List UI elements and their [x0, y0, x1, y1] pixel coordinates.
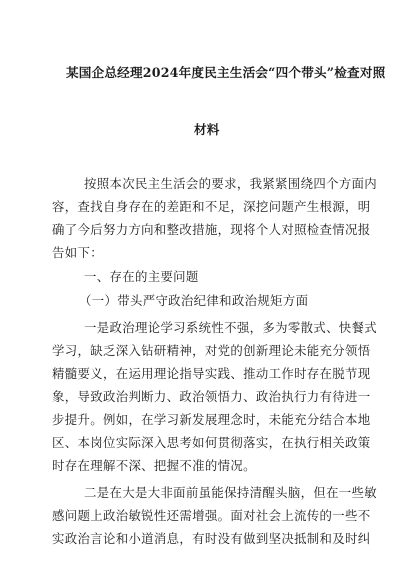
section-heading-main-problems: 一、存在的主要问题 [84, 269, 199, 284]
intro-paragraph-line-4: 告如下： [52, 245, 103, 260]
paragraph-one-line-6: 区、本岗位实际深入思考如何贯彻落实，在执行相关政策 [52, 435, 371, 450]
paragraph-one-line-3: 精髓要义，在运用理论指导实践、推动工作时存在脱节现 [52, 366, 371, 381]
paragraph-one-line-5: 步提升。例如，在学习新发展理念时，未能充分结合本地 [52, 412, 371, 427]
intro-paragraph-line-1: 按照本次民主生活会的要求，我紧紧围绕四个方面内 [84, 176, 378, 191]
paragraph-two-line-2: 感问题上政治敏锐性还需增强。面对社会上流传的一些不 [52, 508, 371, 523]
intro-paragraph-line-2: 容，查找自身存在的差距和不足，深挖问题产生根源，明 [52, 199, 371, 214]
paragraph-one-line-7: 时存在理解不深、把握不准的情况。 [52, 458, 256, 473]
paragraph-two-line-1: 二是在大是大非面前虽能保持清醒头脑，但在一些敏 [84, 485, 378, 500]
paragraph-one-line-1: 一是政治理论学习系统性不强，多为零散式、快餐式 [84, 320, 378, 335]
document-title-line-1: 某国企总经理2024年度民主生活会“四个带头”检查对照 [66, 65, 386, 80]
intro-paragraph-line-3: 确了今后努力方向和整改措施，现将个人对照检查情况报 [52, 222, 371, 237]
document-title-line-2: 材料 [194, 122, 220, 137]
paragraph-one-line-2: 学习，缺乏深入钻研精神，对党的创新理论未能充分领悟 [52, 343, 371, 358]
paragraph-one-line-4: 象，导致政治判断力、政治领悟力、政治执行力有待进一 [52, 389, 371, 404]
subsection-heading-political-discipline: （一）带头严守政治纪律和政治规矩方面 [79, 293, 309, 308]
paragraph-two-line-3: 实政治言论和小道消息，有时没有做到坚决抵制和及时纠 [52, 531, 371, 546]
